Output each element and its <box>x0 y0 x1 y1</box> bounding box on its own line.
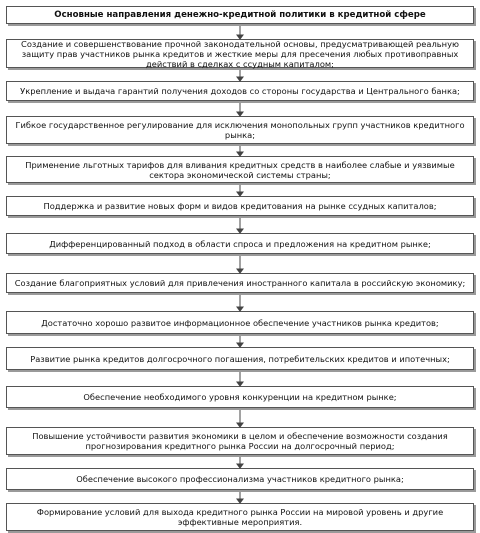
step-box-1 <box>6 39 474 68</box>
step-text-13: Формирование условий для выхода кредитного рынка России на мировой уровень и другие эффективные мероприятия. <box>36 507 444 527</box>
step-box-10 <box>6 386 474 408</box>
step-text-9: Развитие рынка кредитов долгосрочного погашения, потребительских кредитов и ипотечных; <box>30 353 450 364</box>
step-box-13 <box>6 503 474 531</box>
step-text-10: Обеспечение необходимого уровня конкуренции на кредитном рынке; <box>83 392 397 402</box>
step-box-9 <box>6 347 474 370</box>
step-text-5: Поддержка и развитие новых форм и видов кредитования на рынке ссудных капиталов; <box>43 201 437 211</box>
step-text-12: Обеспечение высокого профессионализма участников кредитного рынка; <box>76 474 404 484</box>
step-box-2 <box>6 81 474 101</box>
step-text-4: Применение льготных тарифов для вливания кредитных средств в наиболее слабые и уязвимые сектора экономической системы страны; <box>25 159 455 180</box>
step-text-2: Укрепление и выдача гарантий получения доходов со стороны государства и Центрального банка; <box>20 86 460 96</box>
step-box-4 <box>6 156 474 183</box>
step-text-1: Создание и совершенствование прочной законодательной основы, предусматривающей реальную защиту прав участников рынка кредитов и жесткие меры для пресечения любых противоправных действий в сделках с ссудным капиталом; <box>21 38 459 69</box>
step-text-3: Гибкое государственное регулирование для исключения монопольных групп участников кредитного рынка; <box>15 120 465 140</box>
step-box-11 <box>6 427 474 455</box>
step-box-8 <box>6 311 474 334</box>
step-box-12 <box>6 468 474 490</box>
step-text-6: Дифференцированный подход в области спроса и предложения на кредитном рынке; <box>49 238 431 249</box>
step-box-6 <box>6 233 474 254</box>
step-box-5 <box>6 196 474 216</box>
step-text-11: Повышение устойчивости развития экономики в целом и обеспечение возможности создания прогнозирования кредитного рынка России на долгосрочный период; <box>32 431 448 451</box>
step-box-3 <box>6 116 474 144</box>
step-box-7 <box>6 273 474 293</box>
diagram-title: Основные направления денежно-кредитной политики в кредитной сфере <box>54 10 426 20</box>
step-text-7: Создание благоприятных условий для привлечения иностранного капитала в российскую экономику; <box>14 278 466 288</box>
step-text-8: Достаточно хорошо развитое информационное обеспечение участников рынка кредитов; <box>41 317 439 328</box>
diagram-title-box <box>6 6 474 24</box>
